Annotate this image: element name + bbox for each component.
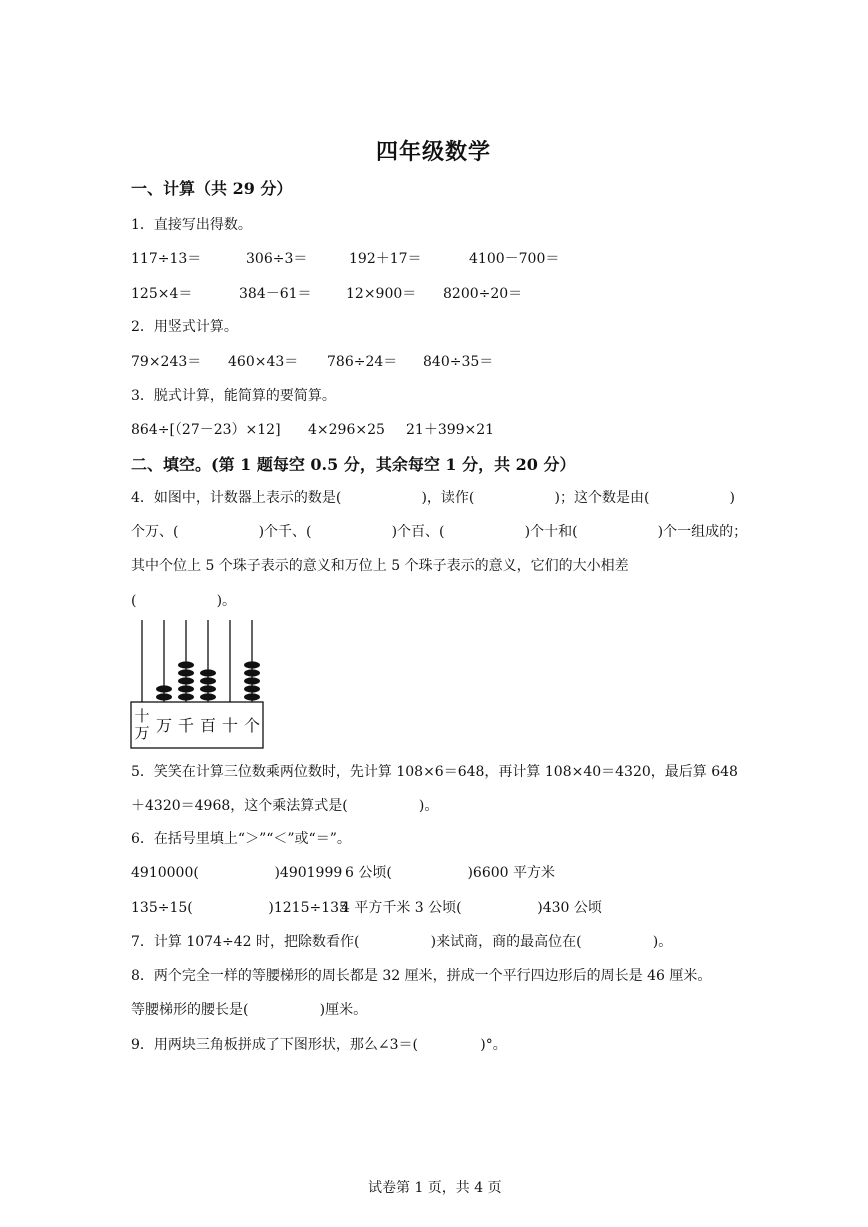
abacus-bead: [244, 693, 260, 700]
abacus-bead: [178, 661, 194, 668]
abacus-bead: [244, 677, 260, 684]
question-8-line: 8．两个完全一样的等腰梯形的周长都是 32 厘米，拼成一个平行四边形后的周长是 46 厘米。: [131, 968, 712, 984]
abacus-bead: [178, 669, 194, 676]
question-4-line: 其中个位上 5 个珠子表示的意义和万位上 5 个珠子表示的意义，它们的大小相差: [131, 558, 629, 574]
abacus-place-label: 百: [199, 716, 217, 735]
q2-expression: 786÷24＝: [327, 354, 398, 370]
q1-expression: 12×900＝: [346, 286, 417, 302]
abacus-bead: [178, 693, 194, 700]
q6-comparison: 135÷15( )1215÷135: [131, 900, 348, 916]
abacus-bead: [156, 685, 172, 692]
q1-expression: 125×4＝: [131, 286, 193, 302]
q2-expression: 79×243＝: [131, 354, 202, 370]
question-5-line: 5．笑笑在计算三位数乘两位数时，先计算 108×6＝648，再计算 108×40＝4320，最后算 648: [131, 764, 738, 780]
abacus-place-label: 万: [155, 716, 173, 735]
q1-expression: 192＋17＝: [349, 251, 422, 267]
page-title: 四年级数学: [376, 139, 492, 165]
question-8-line: 等腰梯形的腰长是( )厘米。: [131, 1002, 368, 1018]
question-9-text: 9．用两块三角板拼成了下图形状，那么∠3＝( )°。: [131, 1037, 507, 1053]
q2-expression: 840÷35＝: [423, 354, 494, 370]
q3-expression: 21＋399×21: [406, 422, 495, 438]
abacus-place-label: 万: [134, 724, 150, 742]
abacus-bead: [244, 661, 260, 668]
q6-comparison: 4 平方千米 3 公顷( )430 公顷: [341, 900, 602, 916]
section-1-heading: 一、计算（共 29 分）: [131, 179, 293, 198]
abacus-place-label: 个: [243, 716, 261, 735]
question-4-line: ( )。: [131, 593, 237, 609]
q1-expression: 8200÷20＝: [443, 286, 523, 302]
abacus-bead: [200, 669, 216, 676]
abacus-place-label: 千: [177, 716, 195, 735]
abacus-bead: [156, 693, 172, 700]
page-footer: 试卷第 1 页，共 4 页: [368, 1180, 502, 1196]
abacus-bead: [244, 669, 260, 676]
abacus-bead: [244, 685, 260, 692]
abacus-place-label: 十: [221, 716, 239, 735]
question-6-text: 6．在括号里填上“＞”“＜”或“＝”。: [131, 831, 351, 847]
q3-expression: 864÷[（27－23）×12]: [131, 422, 281, 438]
question-4-line: 个万、( )个千、( )个百、( )个十和( )个一组成的；: [131, 524, 748, 540]
q6-comparison: 6 公顷( )6600 平方米: [345, 865, 556, 881]
abacus-bead: [178, 685, 194, 692]
question-5-line: ＋4320＝4968，这个乘法算式是( )。: [131, 798, 439, 814]
question-1-text: 1．直接写出得数。: [131, 217, 252, 233]
q2-expression: 460×43＝: [228, 354, 299, 370]
abacus-counter: [128, 618, 268, 750]
question-7-text: 7．计算 1074÷42 时，把除数看作( )来试商，商的最高位在( )。: [131, 934, 673, 950]
question-2-text: 2．用竖式计算。: [131, 319, 238, 335]
q1-expression: 384－61＝: [239, 286, 312, 302]
abacus-bead: [200, 693, 216, 700]
abacus-bead: [178, 677, 194, 684]
abacus-place-label: 十: [134, 707, 150, 725]
question-3-text: 3．脱式计算，能简算的要简算。: [131, 388, 336, 404]
q1-expression: 306÷3＝: [246, 251, 308, 267]
q1-expression: 117÷13＝: [131, 251, 202, 267]
q6-comparison: 4910000( )4901999: [131, 865, 343, 881]
q3-expression: 4×296×25: [308, 422, 385, 438]
question-4-line: 4．如图中，计数器上表示的数是( )，读作( )；这个数是由( ): [131, 490, 735, 506]
section-2-heading: 二、填空。(第 1 题每空 0.5 分，其余每空 1 分，共 20 分）: [131, 455, 576, 474]
q1-expression: 4100－700＝: [469, 251, 560, 267]
abacus-bead: [200, 677, 216, 684]
abacus-bead: [200, 685, 216, 692]
